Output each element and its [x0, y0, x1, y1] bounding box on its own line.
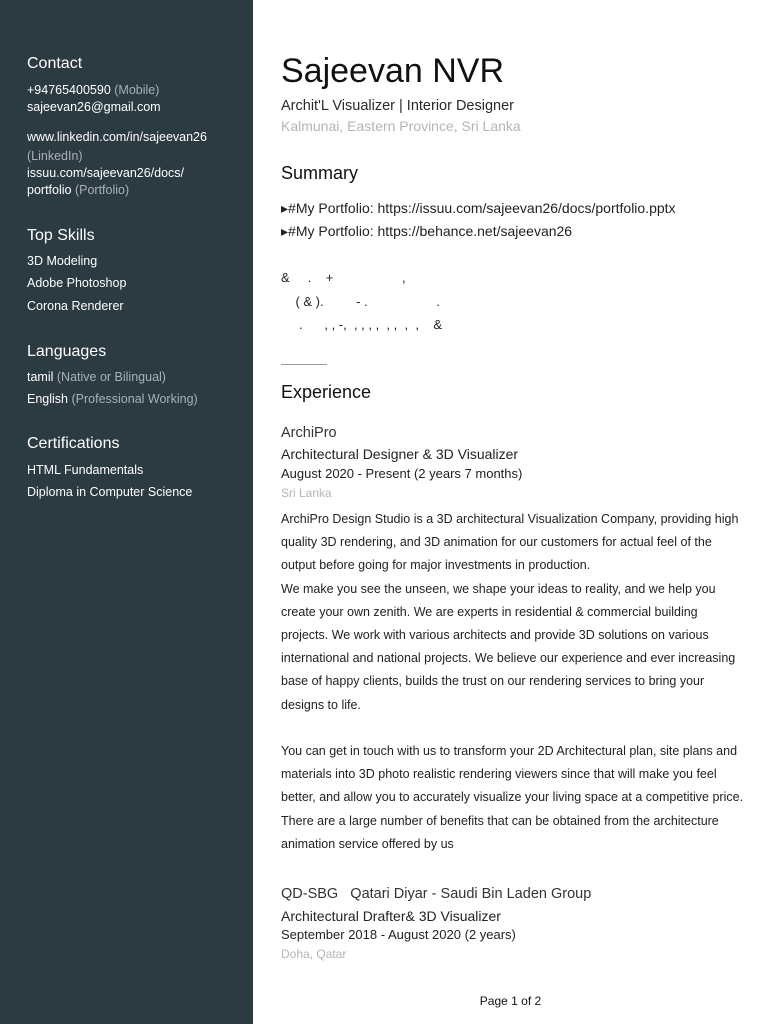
section-divider: [281, 364, 327, 365]
summary-glyph-line: . , , -, , , , , , , , , &: [281, 317, 443, 332]
job-role: Architectural Designer & 3D Visualizer: [281, 446, 519, 462]
job-location: Doha, Qatar: [281, 947, 347, 961]
top-skills-heading: Top Skills: [27, 227, 95, 244]
languages-heading: Languages: [27, 343, 107, 360]
contact-portfolio-cont: [27, 183, 129, 197]
experience-heading: Experience: [281, 382, 372, 402]
language-name: tamil: [27, 370, 54, 384]
language-name: English: [27, 392, 68, 406]
contact-email[interactable]: sajeevan26@gmail.com: [27, 100, 161, 114]
language-item: [27, 370, 166, 384]
job-role: Architectural Drafter& 3D Visualizer: [281, 908, 501, 924]
skill-item: 3D Modeling: [27, 254, 98, 268]
contact-linkedin[interactable]: www.linkedin.com/in/sajeevan26: [27, 130, 207, 144]
certification-item: Diploma in Computer Science: [27, 485, 193, 499]
contact-portfolio[interactable]: issuu.com/sajeevan26/docs/: [27, 166, 185, 180]
main-content: [281, 0, 751, 1024]
language-level: (Professional Working): [71, 392, 198, 406]
contact-heading: Contact: [27, 55, 83, 72]
contact-phone: [27, 83, 159, 97]
summary-heading: Summary: [281, 163, 359, 183]
language-item: [27, 392, 198, 406]
linkedin-tag: (LinkedIn): [27, 149, 83, 163]
summary-behance-link[interactable]: ▸#My Portfolio: https://behance.net/sajeevan26: [281, 223, 573, 239]
job-location: Sri Lanka: [281, 486, 332, 500]
profile-name: Sajeevan NVR: [281, 52, 505, 90]
job-dates: August 2020 - Present (2 years 7 months): [281, 466, 523, 481]
summary-glyph-line: ( & ). - . .: [281, 294, 440, 309]
certifications-heading: Certifications: [27, 435, 120, 452]
profile-headline: Archit'L Visualizer | Interior Designer: [281, 98, 514, 114]
page-number: Page 1 of 2: [479, 994, 542, 1008]
job-dates: September 2018 - August 2020 (2 years): [281, 927, 516, 942]
summary-portfolio-link[interactable]: ▸#My Portfolio: https://issuu.com/sajeevan26/docs/portfolio.pptx: [281, 200, 676, 216]
job-company: ArchiPro: [281, 425, 337, 441]
job-description-paragraph: We make you see the unseen, we shape your ideas to reality, and we help you create your own zenith. We are experts in residential & commercial building projects. We work with various architects and provide 3D solutions on various international and national projects. We believe our experience and ever increasing base of happy clients, builds the trust on our rendering services to bring your designs to life.: [281, 581, 736, 712]
phone-number[interactable]: +94765400590: [27, 83, 111, 97]
summary-glyph-line: & . + ,: [281, 270, 406, 285]
job-description-paragraph: ArchiPro Design Studio is a 3D architectural Visualization Company, providing high quality 3D rendering, and 3D animation for our customers for actual feel of the output before going for major investments in production.: [281, 512, 739, 573]
sidebar: [0, 0, 253, 1024]
skill-item: Corona Renderer: [27, 299, 124, 313]
portfolio-tag: (Portfolio): [74, 183, 130, 197]
skill-item: Adobe Photoshop: [27, 276, 127, 290]
profile-location: Kalmunai, Eastern Province, Sri Lanka: [281, 118, 521, 134]
certification-item: HTML Fundamentals: [27, 463, 144, 477]
job-company: QD-SBG Qatari Diyar - Saudi Bin Laden Group: [281, 886, 592, 902]
job-description-paragraph: You can get in touch with us to transform your 2D Architectural plan, site plans and materials into 3D photo realistic rendering viewers since that will make you feel better, and allow you to accurately visualize your living space at a competitive price. There are a large number of benefits that can be obtained from the architecture animation service offered by us: [281, 744, 744, 851]
job-description: [281, 508, 746, 856]
language-level: (Native or Bilingual): [56, 370, 166, 384]
portfolio-text[interactable]: portfolio: [27, 183, 72, 197]
phone-tag: (Mobile): [114, 83, 160, 97]
